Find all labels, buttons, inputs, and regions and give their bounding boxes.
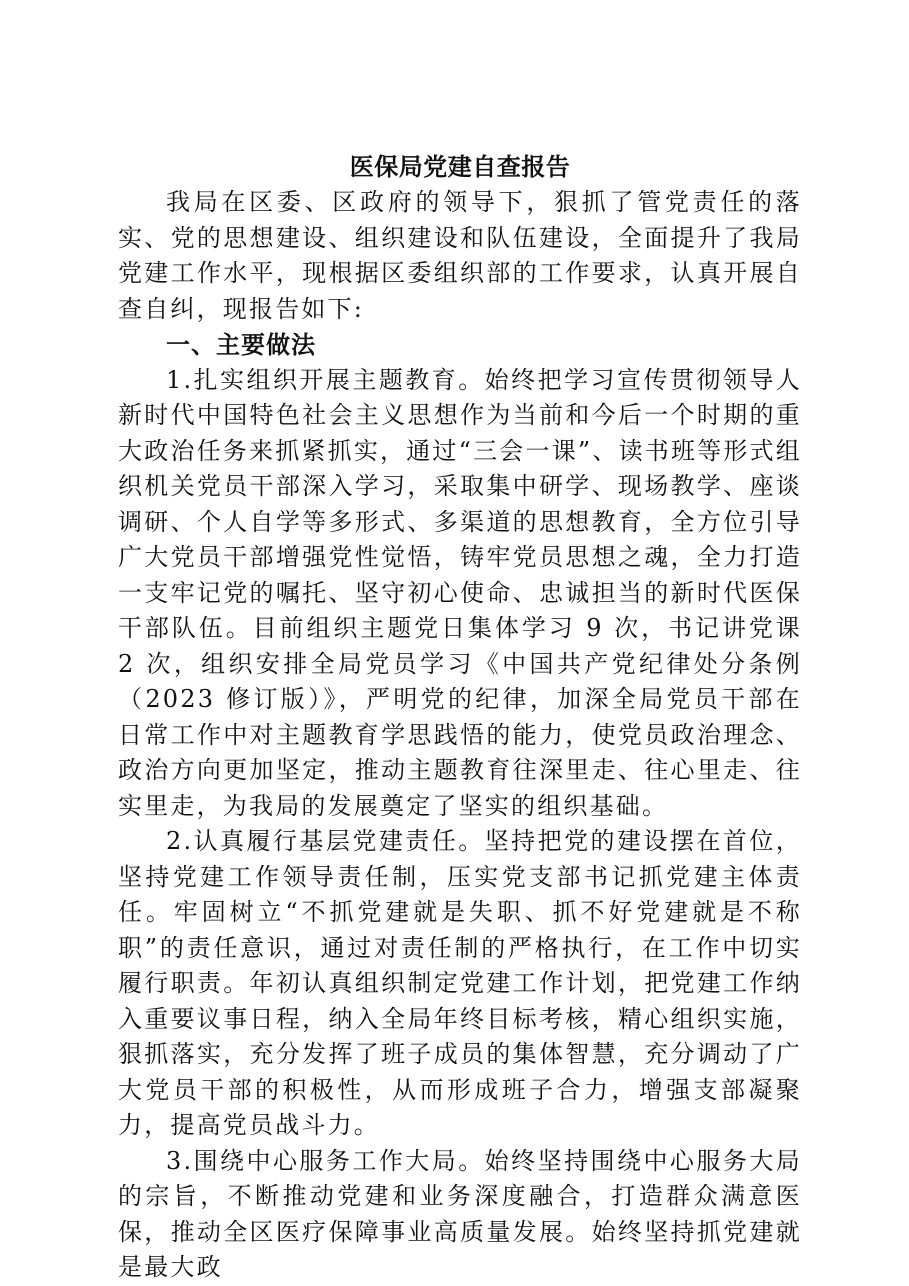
paragraph-1: 1.扎实组织开展主题教育。始终把学习宣传贯彻领导人新时代中国特色社会主义思想作为当前和今后一个时期的重大政治任务来抓紧抓实，通过“三会一课”、读书班等形式组织机关党员干部深入学习，采取集中研学、现场教学、座谈调研、个人自学等多形式、多渠道的思想教育，全方位引导广大党员干部增强党性觉悟，铸牢党员思想之魂，全力打造一支牢记党的嘱托、坚守初心使命、忠诚担当的新时代医保干部队伍。目前组织主题党日集体学习 9 次，书记讲党课 2 次，组织安排全局党员学习《中国共产党纪律处分条例（2023 修订版）》，严明党的纪律，加深全局党员干部在日常工作中对主题教育学思践悟的能力，使党员政治理念、政治方向更加坚定，推动主题教育往深里走、往心里走、往实里走，为我局的发展奠定了坚实的组织基础。 (118, 365, 802, 820)
paragraph-3: 3.围绕中心服务工作大局。始终坚持围绕中心服务大局的宗旨，不断推动党建和业务深度融合，打造群众满意医保，推动全区医疗保障事业高质量发展。始终坚持抓党建就是最大政 (118, 1146, 802, 1281)
intro-paragraph: 我局在区委、区政府的领导下，狠抓了管党责任的落实、党的思想建设、组织建设和队伍建设，全面提升了我局党建工作水平，现根据区委组织部的工作要求，认真开展自查自纠，现报告如下: (118, 188, 802, 323)
document-body (118, 149, 802, 1286)
document-title: 医保局党建自查报告 (349, 152, 571, 181)
section-heading: 一、主要做法 (166, 330, 316, 359)
paragraph-2: 2.认真履行基层党建责任。坚持把党的建设摆在首位，坚持党建工作领导责任制，压实党支部书记抓党建主体责任。牢固树立“不抓党建就是失职、抓不好党建就是不称职”的责任意识，通过对责任制的严格执行，在工作中切实履行职责。年初认真组织制定党建工作计划，把党建工作纳入重要议事日程，纳入全局年终目标考核，精心组织实施，狠抓落实，充分发挥了班子成员的集体智慧，充分调动了广大党员干部的积极性，从而形成班子合力，增强支部凝聚力，提高党员战斗力。 (118, 827, 802, 1139)
